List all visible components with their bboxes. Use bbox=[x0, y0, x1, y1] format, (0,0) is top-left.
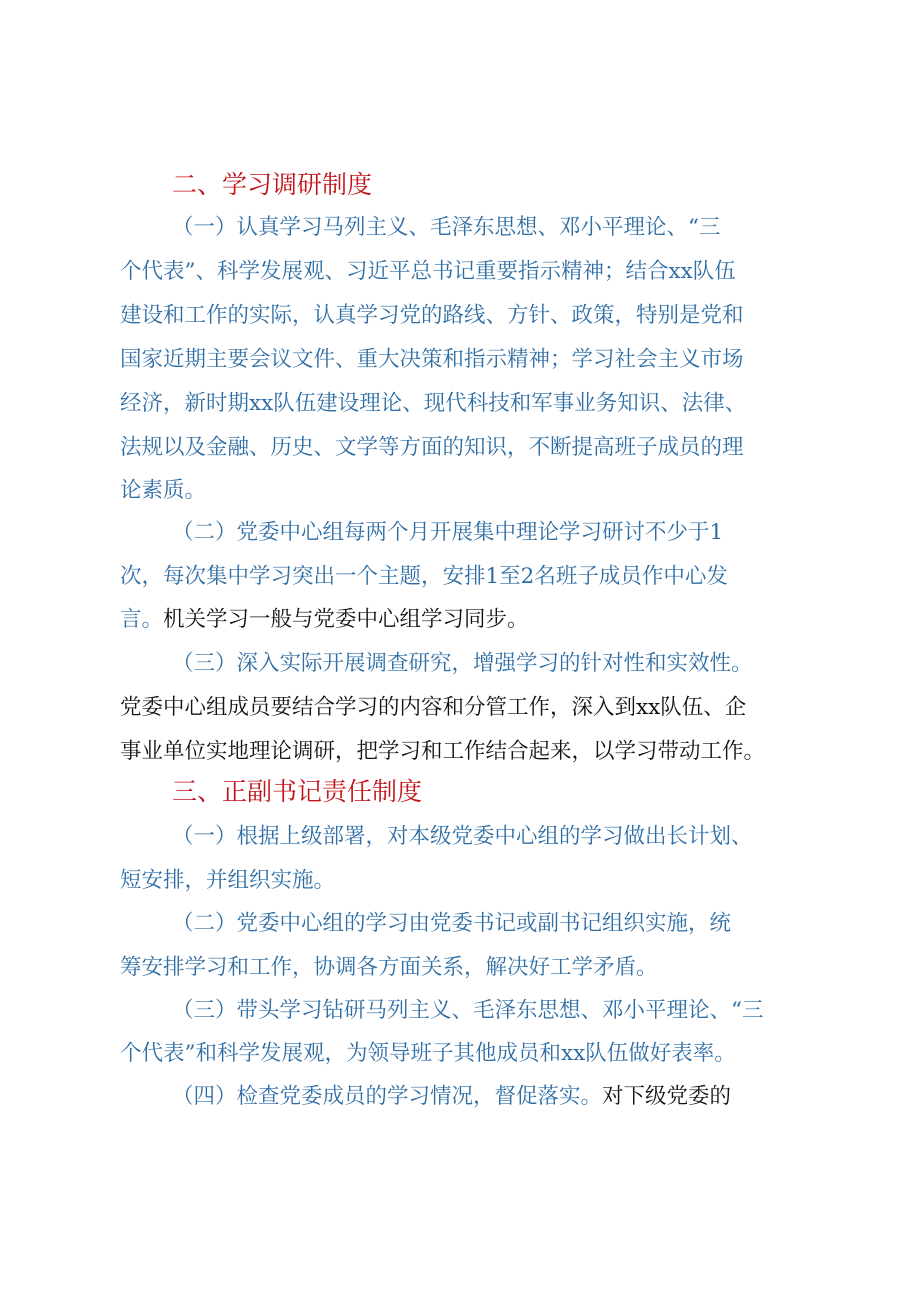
paragraph-line: （三）带头学习钻研马列主义、毛泽东思想、邓小平理论、“三 bbox=[172, 998, 764, 1023]
paragraph-line: 个代表”和科学发展观，为领导班子其他成员和xx队伍做好表率。 bbox=[120, 1041, 736, 1066]
paragraph-line: 经济，新时期xx队伍建设理论、现代科技和军事业务知识、法律、 bbox=[120, 391, 747, 416]
paragraph-line: 个代表”、科学发展观、习近平总书记重要指示精神；结合xx队伍 bbox=[120, 259, 736, 284]
paragraph-line: 法规以及金融、历史、文学等方面的知识，不断提高班子成员的理 bbox=[120, 435, 744, 460]
paragraph-line: 短安排，并组织实施。 bbox=[120, 868, 336, 893]
paragraph-line: （二）党委中心组的学习由党委书记或副书记组织实施，统 bbox=[172, 911, 732, 936]
paragraph-line: 建设和工作的实际，认真学习党的路线、方针、政策，特别是党和 bbox=[120, 303, 744, 328]
paragraph-line: 论素质。 bbox=[120, 478, 207, 503]
paragraph-line: （三）深入实际开展调查研究，增强学习的针对性和实效性。 bbox=[172, 651, 753, 676]
paragraph-line: 事业单位实地理论调研，把学习和工作结合起来，以学习带动工作。 bbox=[120, 739, 766, 764]
paragraph-line: （四）检查党委成员的学习情况，督促落实。对下级党委的 bbox=[172, 1084, 732, 1109]
paragraph-line: 次，每次集中学习突出一个主题，安排1至2名班子成员作中心发 bbox=[120, 564, 728, 589]
paragraph-line: 党委中心组成员要结合学习的内容和分管工作，深入到xx队伍、企 bbox=[120, 695, 747, 720]
paragraph-line: （一）认真学习马列主义、毛泽东思想、邓小平理论、“三 bbox=[172, 215, 721, 240]
paragraph-line: （二）党委中心组每两个月开展集中理论学习研讨不少于1 bbox=[172, 520, 724, 545]
section-heading-secretary-responsibility: 三、正副书记责任制度 bbox=[172, 777, 423, 806]
paragraph-line: 筹安排学习和工作，协调各方面关系，解决好工学矛盾。 bbox=[120, 955, 658, 980]
paragraph-line: （一）根据上级部署，对本级党委中心组的学习做出长计划、 bbox=[172, 824, 753, 849]
section-heading-study-research: 二、学习调研制度 bbox=[172, 170, 373, 199]
paragraph-line: 言。机关学习一般与党委中心组学习同步。 bbox=[120, 607, 529, 632]
paragraph-line: 国家近期主要会议文件、重大决策和指示精神；学习社会主义市场 bbox=[120, 347, 744, 372]
